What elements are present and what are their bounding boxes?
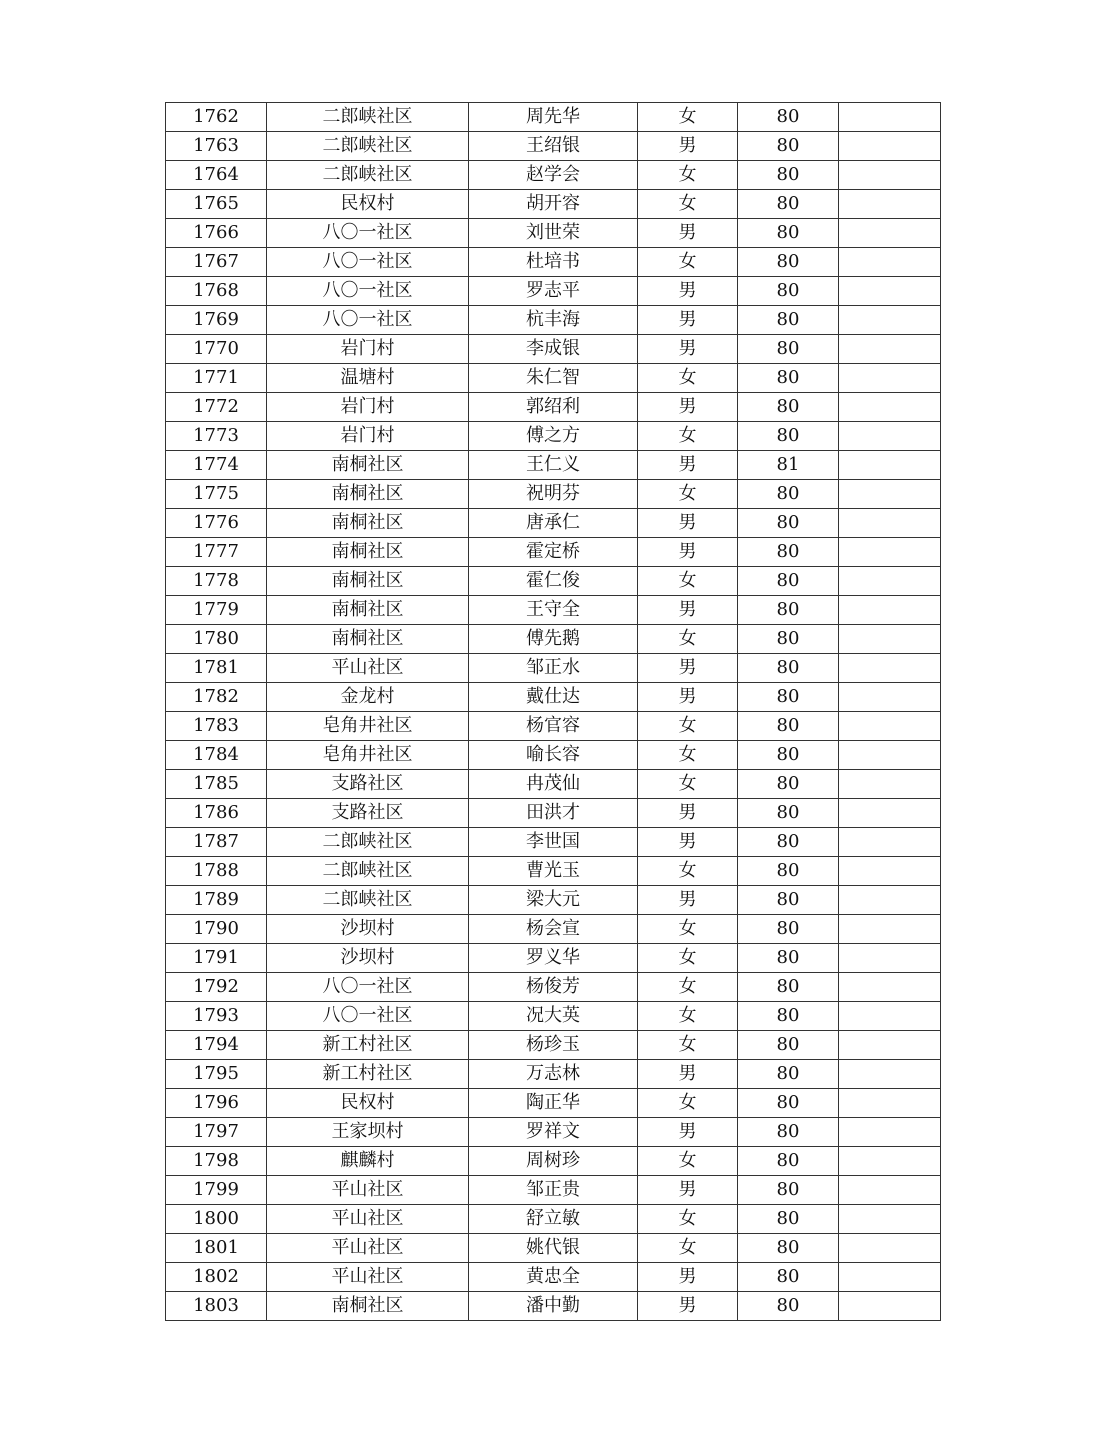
cell-note bbox=[839, 915, 941, 944]
cell-age: 80 bbox=[738, 1089, 839, 1118]
cell-name: 陶正华 bbox=[469, 1089, 638, 1118]
cell-name: 万志林 bbox=[469, 1060, 638, 1089]
cell-gender: 女 bbox=[638, 248, 738, 277]
cell-serial-number: 1779 bbox=[166, 596, 267, 625]
cell-name: 王仁义 bbox=[469, 451, 638, 480]
cell-note bbox=[839, 422, 941, 451]
cell-gender: 女 bbox=[638, 422, 738, 451]
table-row bbox=[166, 509, 941, 538]
cell-name: 霍定桥 bbox=[469, 538, 638, 567]
cell-community: 二郎峡社区 bbox=[267, 103, 469, 132]
cell-serial-number: 1795 bbox=[166, 1060, 267, 1089]
cell-note bbox=[839, 770, 941, 799]
cell-age: 80 bbox=[738, 828, 839, 857]
cell-name: 邹正贵 bbox=[469, 1176, 638, 1205]
cell-community: 八〇一社区 bbox=[267, 277, 469, 306]
cell-name: 杨珍玉 bbox=[469, 1031, 638, 1060]
cell-name: 梁大元 bbox=[469, 886, 638, 915]
cell-name: 杜培书 bbox=[469, 248, 638, 277]
cell-community: 岩门村 bbox=[267, 393, 469, 422]
cell-name: 田洪才 bbox=[469, 799, 638, 828]
cell-note bbox=[839, 190, 941, 219]
cell-serial-number: 1775 bbox=[166, 480, 267, 509]
table-row bbox=[166, 712, 941, 741]
table-row bbox=[166, 886, 941, 915]
cell-name: 潘中勤 bbox=[469, 1292, 638, 1321]
cell-community: 平山社区 bbox=[267, 1205, 469, 1234]
cell-note bbox=[839, 1002, 941, 1031]
cell-age: 80 bbox=[738, 1263, 839, 1292]
cell-community: 岩门村 bbox=[267, 335, 469, 364]
cell-name: 王绍银 bbox=[469, 132, 638, 161]
table-row bbox=[166, 1002, 941, 1031]
cell-community: 八〇一社区 bbox=[267, 1002, 469, 1031]
cell-community: 金龙村 bbox=[267, 683, 469, 712]
cell-age: 80 bbox=[738, 1205, 839, 1234]
cell-age: 80 bbox=[738, 944, 839, 973]
cell-note bbox=[839, 451, 941, 480]
cell-age: 80 bbox=[738, 132, 839, 161]
cell-serial-number: 1799 bbox=[166, 1176, 267, 1205]
cell-age: 80 bbox=[738, 596, 839, 625]
table-row bbox=[166, 480, 941, 509]
cell-name: 喻长容 bbox=[469, 741, 638, 770]
cell-gender: 男 bbox=[638, 1292, 738, 1321]
cell-serial-number: 1787 bbox=[166, 828, 267, 857]
cell-community: 民权村 bbox=[267, 1089, 469, 1118]
cell-note bbox=[839, 1263, 941, 1292]
cell-serial-number: 1789 bbox=[166, 886, 267, 915]
cell-serial-number: 1784 bbox=[166, 741, 267, 770]
cell-community: 沙坝村 bbox=[267, 915, 469, 944]
cell-serial-number: 1798 bbox=[166, 1147, 267, 1176]
table-row bbox=[166, 219, 941, 248]
cell-age: 80 bbox=[738, 277, 839, 306]
cell-note bbox=[839, 1147, 941, 1176]
cell-community: 南桐社区 bbox=[267, 480, 469, 509]
table-row bbox=[166, 161, 941, 190]
cell-name: 李世国 bbox=[469, 828, 638, 857]
table-row bbox=[166, 1089, 941, 1118]
table-row bbox=[166, 1234, 941, 1263]
table-row bbox=[166, 915, 941, 944]
table-row bbox=[166, 1060, 941, 1089]
cell-age: 80 bbox=[738, 509, 839, 538]
cell-community: 南桐社区 bbox=[267, 509, 469, 538]
cell-community: 皂角井社区 bbox=[267, 741, 469, 770]
cell-note bbox=[839, 625, 941, 654]
cell-serial-number: 1776 bbox=[166, 509, 267, 538]
table-row bbox=[166, 799, 941, 828]
cell-age: 81 bbox=[738, 451, 839, 480]
cell-note bbox=[839, 335, 941, 364]
cell-serial-number: 1794 bbox=[166, 1031, 267, 1060]
cell-serial-number: 1785 bbox=[166, 770, 267, 799]
cell-name: 傅先鹅 bbox=[469, 625, 638, 654]
cell-age: 80 bbox=[738, 1118, 839, 1147]
table-row bbox=[166, 1205, 941, 1234]
cell-community: 民权村 bbox=[267, 190, 469, 219]
cell-age: 80 bbox=[738, 1176, 839, 1205]
cell-name: 郭绍利 bbox=[469, 393, 638, 422]
cell-age: 80 bbox=[738, 422, 839, 451]
cell-serial-number: 1796 bbox=[166, 1089, 267, 1118]
cell-gender: 男 bbox=[638, 1060, 738, 1089]
cell-note bbox=[839, 393, 941, 422]
cell-gender: 男 bbox=[638, 335, 738, 364]
cell-age: 80 bbox=[738, 567, 839, 596]
cell-age: 80 bbox=[738, 1234, 839, 1263]
cell-serial-number: 1793 bbox=[166, 1002, 267, 1031]
cell-gender: 男 bbox=[638, 277, 738, 306]
cell-serial-number: 1767 bbox=[166, 248, 267, 277]
cell-age: 80 bbox=[738, 538, 839, 567]
cell-age: 80 bbox=[738, 1031, 839, 1060]
cell-serial-number: 1783 bbox=[166, 712, 267, 741]
cell-name: 王守全 bbox=[469, 596, 638, 625]
cell-community: 南桐社区 bbox=[267, 1292, 469, 1321]
cell-community: 二郎峡社区 bbox=[267, 886, 469, 915]
cell-note bbox=[839, 248, 941, 277]
cell-note bbox=[839, 161, 941, 190]
cell-note bbox=[839, 741, 941, 770]
cell-age: 80 bbox=[738, 335, 839, 364]
roster-table bbox=[165, 102, 941, 1321]
table-row bbox=[166, 828, 941, 857]
cell-gender: 女 bbox=[638, 1089, 738, 1118]
cell-gender: 女 bbox=[638, 1205, 738, 1234]
cell-note bbox=[839, 828, 941, 857]
cell-gender: 女 bbox=[638, 103, 738, 132]
cell-age: 80 bbox=[738, 219, 839, 248]
cell-note bbox=[839, 364, 941, 393]
cell-age: 80 bbox=[738, 886, 839, 915]
cell-gender: 男 bbox=[638, 596, 738, 625]
cell-gender: 男 bbox=[638, 538, 738, 567]
cell-note bbox=[839, 1060, 941, 1089]
cell-serial-number: 1777 bbox=[166, 538, 267, 567]
cell-name: 杨会宣 bbox=[469, 915, 638, 944]
cell-name: 罗义华 bbox=[469, 944, 638, 973]
cell-age: 80 bbox=[738, 770, 839, 799]
cell-serial-number: 1766 bbox=[166, 219, 267, 248]
cell-serial-number: 1770 bbox=[166, 335, 267, 364]
cell-age: 80 bbox=[738, 915, 839, 944]
cell-community: 南桐社区 bbox=[267, 451, 469, 480]
cell-note bbox=[839, 219, 941, 248]
table-row bbox=[166, 451, 941, 480]
cell-name: 周先华 bbox=[469, 103, 638, 132]
cell-age: 80 bbox=[738, 1292, 839, 1321]
cell-note bbox=[839, 567, 941, 596]
table-row bbox=[166, 132, 941, 161]
cell-name: 赵学会 bbox=[469, 161, 638, 190]
cell-name: 曹光玉 bbox=[469, 857, 638, 886]
cell-gender: 女 bbox=[638, 1147, 738, 1176]
cell-community: 南桐社区 bbox=[267, 596, 469, 625]
cell-gender: 女 bbox=[638, 944, 738, 973]
cell-name: 李成银 bbox=[469, 335, 638, 364]
cell-gender: 男 bbox=[638, 1263, 738, 1292]
table-row bbox=[166, 1147, 941, 1176]
cell-community: 新工村社区 bbox=[267, 1031, 469, 1060]
cell-serial-number: 1791 bbox=[166, 944, 267, 973]
cell-community: 二郎峡社区 bbox=[267, 132, 469, 161]
cell-gender: 女 bbox=[638, 364, 738, 393]
cell-note bbox=[839, 857, 941, 886]
cell-note bbox=[839, 1118, 941, 1147]
cell-serial-number: 1790 bbox=[166, 915, 267, 944]
cell-gender: 女 bbox=[638, 567, 738, 596]
cell-community: 二郎峡社区 bbox=[267, 828, 469, 857]
cell-community: 八〇一社区 bbox=[267, 219, 469, 248]
cell-serial-number: 1763 bbox=[166, 132, 267, 161]
cell-serial-number: 1792 bbox=[166, 973, 267, 1002]
cell-serial-number: 1786 bbox=[166, 799, 267, 828]
cell-community: 平山社区 bbox=[267, 1176, 469, 1205]
table-row bbox=[166, 944, 941, 973]
cell-age: 80 bbox=[738, 103, 839, 132]
cell-serial-number: 1764 bbox=[166, 161, 267, 190]
cell-gender: 男 bbox=[638, 683, 738, 712]
cell-serial-number: 1774 bbox=[166, 451, 267, 480]
cell-note bbox=[839, 1292, 941, 1321]
cell-gender: 女 bbox=[638, 1002, 738, 1031]
cell-age: 80 bbox=[738, 1147, 839, 1176]
cell-age: 80 bbox=[738, 799, 839, 828]
cell-serial-number: 1803 bbox=[166, 1292, 267, 1321]
cell-age: 80 bbox=[738, 190, 839, 219]
table-row bbox=[166, 1118, 941, 1147]
cell-serial-number: 1765 bbox=[166, 190, 267, 219]
cell-name: 周树珍 bbox=[469, 1147, 638, 1176]
cell-name: 舒立敏 bbox=[469, 1205, 638, 1234]
cell-community: 新工村社区 bbox=[267, 1060, 469, 1089]
cell-age: 80 bbox=[738, 712, 839, 741]
cell-name: 祝明芬 bbox=[469, 480, 638, 509]
cell-note bbox=[839, 306, 941, 335]
cell-age: 80 bbox=[738, 1002, 839, 1031]
cell-gender: 男 bbox=[638, 1176, 738, 1205]
cell-community: 南桐社区 bbox=[267, 567, 469, 596]
cell-note bbox=[839, 1176, 941, 1205]
cell-serial-number: 1762 bbox=[166, 103, 267, 132]
cell-gender: 男 bbox=[638, 886, 738, 915]
cell-gender: 女 bbox=[638, 973, 738, 1002]
cell-gender: 女 bbox=[638, 712, 738, 741]
table-row bbox=[166, 538, 941, 567]
cell-note bbox=[839, 973, 941, 1002]
table-row bbox=[166, 277, 941, 306]
cell-gender: 男 bbox=[638, 509, 738, 538]
cell-community: 南桐社区 bbox=[267, 625, 469, 654]
cell-age: 80 bbox=[738, 480, 839, 509]
cell-age: 80 bbox=[738, 857, 839, 886]
table-row bbox=[166, 654, 941, 683]
roster-table-body bbox=[166, 103, 941, 1321]
cell-note bbox=[839, 132, 941, 161]
cell-note bbox=[839, 596, 941, 625]
cell-community: 麒麟村 bbox=[267, 1147, 469, 1176]
cell-note bbox=[839, 538, 941, 567]
cell-gender: 女 bbox=[638, 190, 738, 219]
cell-name: 傅之方 bbox=[469, 422, 638, 451]
table-row bbox=[166, 973, 941, 1002]
cell-gender: 女 bbox=[638, 625, 738, 654]
cell-serial-number: 1773 bbox=[166, 422, 267, 451]
cell-serial-number: 1797 bbox=[166, 1118, 267, 1147]
cell-note bbox=[839, 683, 941, 712]
cell-note bbox=[839, 1234, 941, 1263]
table-row bbox=[166, 306, 941, 335]
cell-gender: 女 bbox=[638, 161, 738, 190]
cell-community: 平山社区 bbox=[267, 1234, 469, 1263]
cell-gender: 女 bbox=[638, 1234, 738, 1263]
cell-serial-number: 1781 bbox=[166, 654, 267, 683]
cell-age: 80 bbox=[738, 625, 839, 654]
table-row bbox=[166, 770, 941, 799]
table-row bbox=[166, 567, 941, 596]
cell-age: 80 bbox=[738, 161, 839, 190]
cell-serial-number: 1768 bbox=[166, 277, 267, 306]
cell-serial-number: 1772 bbox=[166, 393, 267, 422]
cell-gender: 女 bbox=[638, 480, 738, 509]
cell-note bbox=[839, 944, 941, 973]
cell-community: 支路社区 bbox=[267, 799, 469, 828]
table-row bbox=[166, 1263, 941, 1292]
cell-name: 胡开容 bbox=[469, 190, 638, 219]
table-row bbox=[166, 393, 941, 422]
cell-note bbox=[839, 1031, 941, 1060]
cell-note bbox=[839, 886, 941, 915]
cell-age: 80 bbox=[738, 741, 839, 770]
table-row bbox=[166, 103, 941, 132]
cell-community: 支路社区 bbox=[267, 770, 469, 799]
cell-note bbox=[839, 277, 941, 306]
cell-community: 平山社区 bbox=[267, 1263, 469, 1292]
cell-note bbox=[839, 103, 941, 132]
cell-community: 八〇一社区 bbox=[267, 306, 469, 335]
cell-name: 邹正水 bbox=[469, 654, 638, 683]
table-row bbox=[166, 422, 941, 451]
cell-name: 姚代银 bbox=[469, 1234, 638, 1263]
cell-note bbox=[839, 712, 941, 741]
cell-community: 八〇一社区 bbox=[267, 248, 469, 277]
cell-community: 王家坝村 bbox=[267, 1118, 469, 1147]
cell-name: 杨俊芳 bbox=[469, 973, 638, 1002]
cell-name: 况大英 bbox=[469, 1002, 638, 1031]
cell-serial-number: 1788 bbox=[166, 857, 267, 886]
cell-age: 80 bbox=[738, 393, 839, 422]
table-row bbox=[166, 190, 941, 219]
cell-name: 霍仁俊 bbox=[469, 567, 638, 596]
cell-note bbox=[839, 480, 941, 509]
cell-note bbox=[839, 1205, 941, 1234]
cell-age: 80 bbox=[738, 364, 839, 393]
cell-name: 杭丰海 bbox=[469, 306, 638, 335]
cell-name: 罗志平 bbox=[469, 277, 638, 306]
table-row bbox=[166, 1176, 941, 1205]
cell-age: 80 bbox=[738, 306, 839, 335]
cell-name: 戴仕达 bbox=[469, 683, 638, 712]
cell-community: 平山社区 bbox=[267, 654, 469, 683]
cell-name: 朱仁智 bbox=[469, 364, 638, 393]
cell-gender: 男 bbox=[638, 132, 738, 161]
cell-age: 80 bbox=[738, 248, 839, 277]
table-row bbox=[166, 596, 941, 625]
cell-age: 80 bbox=[738, 973, 839, 1002]
cell-age: 80 bbox=[738, 683, 839, 712]
cell-gender: 男 bbox=[638, 219, 738, 248]
table-row bbox=[166, 857, 941, 886]
cell-community: 南桐社区 bbox=[267, 538, 469, 567]
cell-gender: 男 bbox=[638, 393, 738, 422]
cell-gender: 男 bbox=[638, 799, 738, 828]
table-row bbox=[166, 364, 941, 393]
cell-name: 冉茂仙 bbox=[469, 770, 638, 799]
cell-serial-number: 1771 bbox=[166, 364, 267, 393]
cell-gender: 女 bbox=[638, 770, 738, 799]
cell-community: 皂角井社区 bbox=[267, 712, 469, 741]
table-row bbox=[166, 683, 941, 712]
cell-gender: 男 bbox=[638, 451, 738, 480]
cell-serial-number: 1769 bbox=[166, 306, 267, 335]
cell-gender: 女 bbox=[638, 741, 738, 770]
cell-community: 八〇一社区 bbox=[267, 973, 469, 1002]
cell-serial-number: 1802 bbox=[166, 1263, 267, 1292]
cell-serial-number: 1800 bbox=[166, 1205, 267, 1234]
cell-name: 唐承仁 bbox=[469, 509, 638, 538]
cell-age: 80 bbox=[738, 1060, 839, 1089]
cell-note bbox=[839, 654, 941, 683]
table-row bbox=[166, 741, 941, 770]
cell-gender: 男 bbox=[638, 828, 738, 857]
cell-serial-number: 1780 bbox=[166, 625, 267, 654]
cell-community: 二郎峡社区 bbox=[267, 857, 469, 886]
cell-name: 罗祥文 bbox=[469, 1118, 638, 1147]
cell-gender: 男 bbox=[638, 654, 738, 683]
cell-community: 温塘村 bbox=[267, 364, 469, 393]
cell-note bbox=[839, 1089, 941, 1118]
cell-name: 黄忠全 bbox=[469, 1263, 638, 1292]
table-row bbox=[166, 248, 941, 277]
cell-community: 岩门村 bbox=[267, 422, 469, 451]
cell-gender: 女 bbox=[638, 857, 738, 886]
cell-name: 刘世荣 bbox=[469, 219, 638, 248]
cell-gender: 女 bbox=[638, 1031, 738, 1060]
cell-age: 80 bbox=[738, 654, 839, 683]
cell-community: 二郎峡社区 bbox=[267, 161, 469, 190]
cell-gender: 男 bbox=[638, 1118, 738, 1147]
table-row bbox=[166, 1292, 941, 1321]
table-row bbox=[166, 1031, 941, 1060]
cell-community: 沙坝村 bbox=[267, 944, 469, 973]
cell-name: 杨官容 bbox=[469, 712, 638, 741]
cell-gender: 女 bbox=[638, 915, 738, 944]
cell-serial-number: 1801 bbox=[166, 1234, 267, 1263]
table-row bbox=[166, 335, 941, 364]
cell-note bbox=[839, 799, 941, 828]
cell-serial-number: 1778 bbox=[166, 567, 267, 596]
table-row bbox=[166, 625, 941, 654]
cell-serial-number: 1782 bbox=[166, 683, 267, 712]
cell-note bbox=[839, 509, 941, 538]
cell-gender: 男 bbox=[638, 306, 738, 335]
